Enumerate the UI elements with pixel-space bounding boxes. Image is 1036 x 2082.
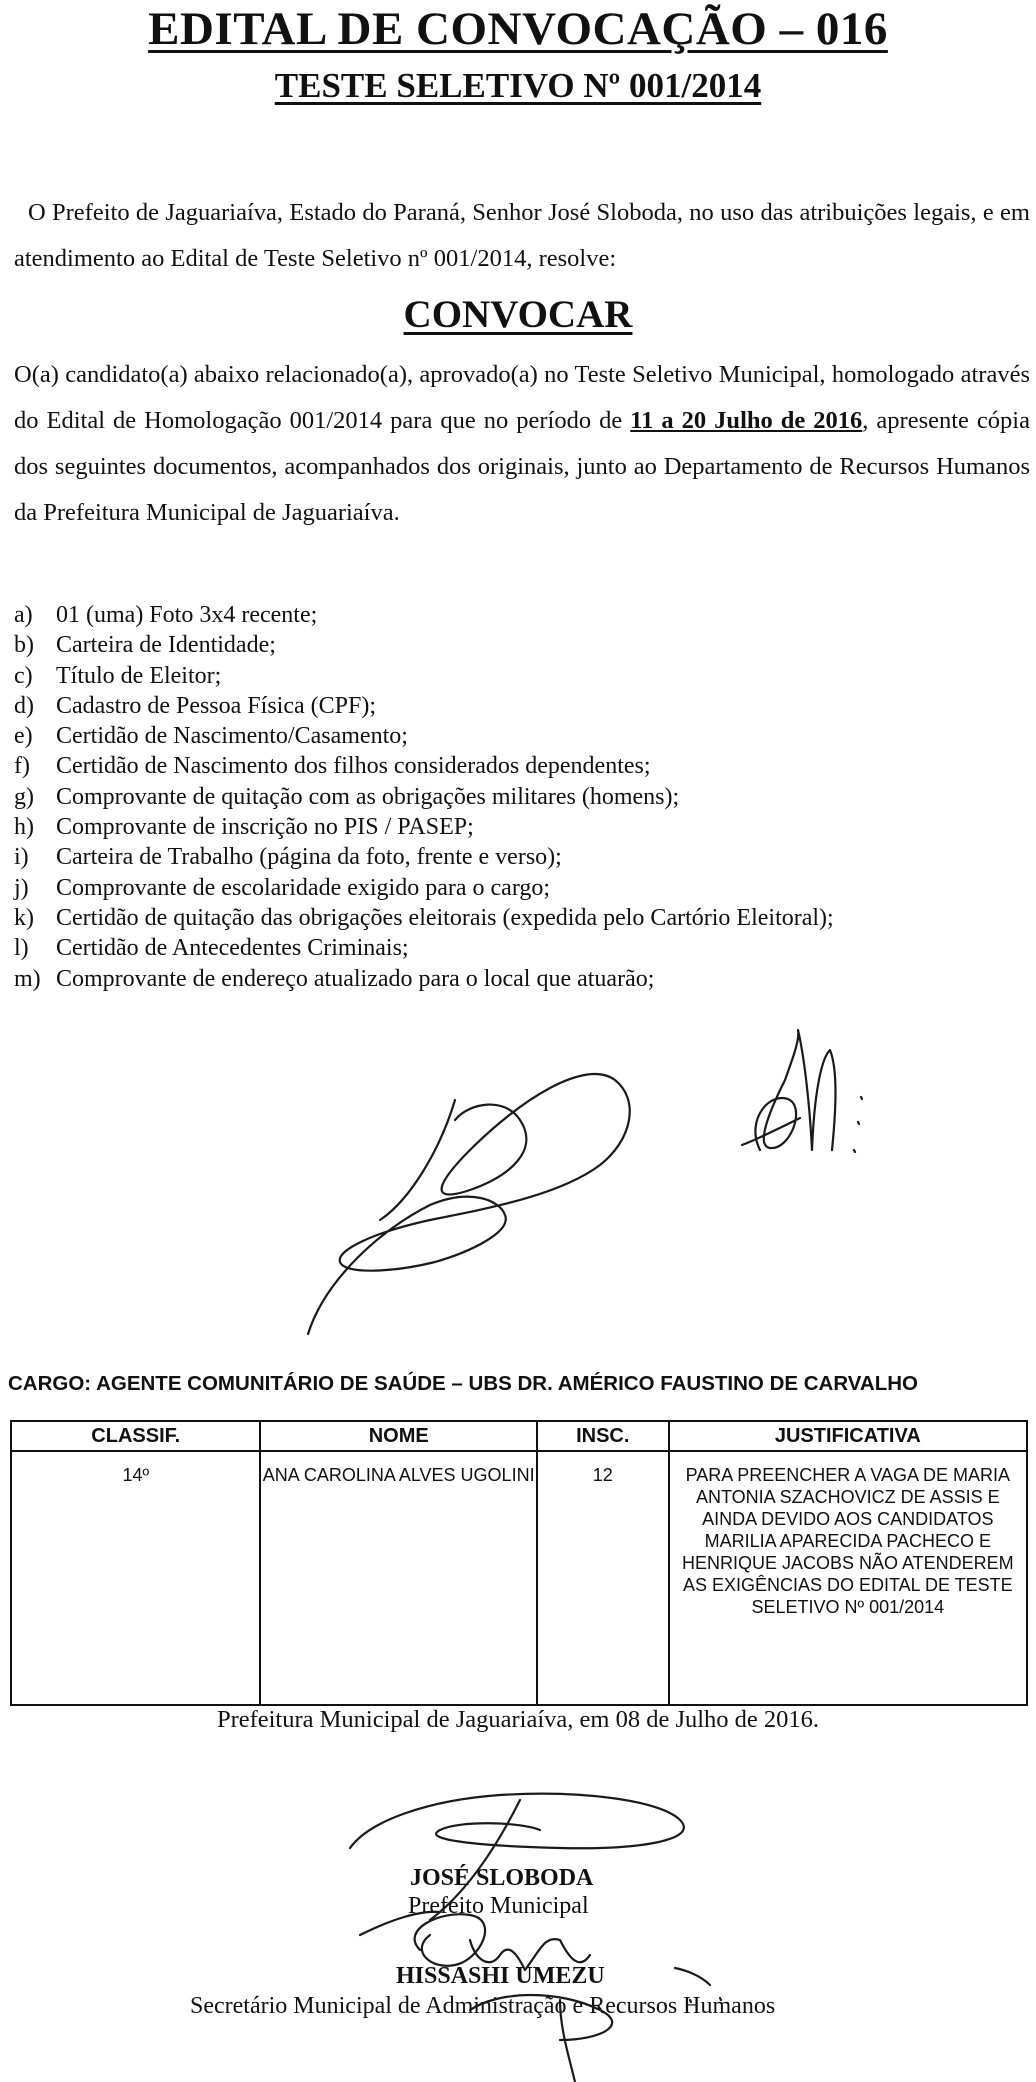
- table-header-row: [11, 1421, 1027, 1451]
- list-letter: l): [14, 935, 29, 962]
- signatory-role-secretary: Secretário Municipal de Administração e Recursos Humanos: [190, 1993, 776, 2019]
- list-item: [14, 812, 1024, 842]
- list-letter: e): [14, 723, 33, 750]
- section-heading: CONVOCAR: [403, 293, 633, 336]
- list-letter: k): [14, 904, 34, 931]
- column-header-insc: INSC.: [537, 1421, 669, 1451]
- signatory-name-mayor: JOSÉ SLOBODA: [410, 1865, 594, 1891]
- list-letter: m): [14, 965, 41, 992]
- list-letter: a): [14, 602, 33, 628]
- cell-classif: 14º: [11, 1451, 260, 1705]
- list-text: Certidão de Nascimento/Casamento;: [56, 723, 408, 750]
- list-item: [14, 782, 1024, 812]
- list-item: [14, 873, 1024, 903]
- place-date: Prefeitura Municipal de Jaguariaíva, em 08 de Julho de 2016.: [216, 1706, 820, 1733]
- list-item: [14, 751, 1024, 781]
- cell-justificativa: PARA PREENCHER A VAGA DE MARIA ANTONIA SZACHOVICZ DE ASSIS E AINDA DEVIDO AOS CANDIDATOS MARILIA APARECIDA PACHECO E HENRIQUE JACOBS NÃO ATENDEREM AS EXIGÊNCIAS DO EDITAL DE TESTE SELETIVO Nº 001/2014: [669, 1451, 1027, 1705]
- documents-list: [14, 600, 1024, 994]
- list-item: [14, 691, 1024, 721]
- list-text: Carteira de Trabalho (página da foto, frente e verso);: [56, 844, 562, 871]
- list-letter: h): [14, 814, 34, 841]
- table-row: [11, 1451, 1027, 1705]
- document-subtitle: TESTE SELETIVO Nº 001/2014: [274, 66, 762, 105]
- cargo-heading: CARGO: AGENTE COMUNITÁRIO DE SAÚDE – UBS DR. AMÉRICO FAUSTINO DE CARVALHO: [8, 1372, 919, 1395]
- signatory-role-mayor: Prefeito Municipal: [408, 1893, 589, 1919]
- candidates-table: [10, 1420, 1028, 1706]
- list-text: Certidão de Nascimento dos filhos considerados dependentes;: [56, 753, 651, 780]
- list-text: Certidão de Antecedentes Criminais;: [56, 935, 409, 962]
- list-text: Comprovante de escolaridade exigido para o cargo;: [56, 874, 551, 901]
- list-item: [14, 842, 1024, 872]
- body-paragraph: [14, 352, 1030, 536]
- signatory-name-secretary: HISSASHI UMEZU: [396, 1963, 605, 1989]
- document-title: EDITAL DE CONVOCAÇÃO – 016: [148, 3, 888, 55]
- list-letter: g): [14, 783, 34, 810]
- list-text: Carteira de Identidade;: [56, 632, 276, 659]
- body-text-after: , apresente cópia dos seguintes documentos, acompanhados dos originais, junto ao Departamento de Recursos Humanos da Prefeitura Municipal de Jaguariaíva.: [14, 407, 1030, 526]
- cell-nome: ANA CAROLINA ALVES UGOLINI: [260, 1451, 536, 1705]
- column-header-nome: NOME: [260, 1421, 536, 1451]
- list-letter: j): [14, 874, 29, 901]
- period-highlight: 11 a 20 Julho de 2016: [630, 407, 863, 434]
- body-text-before: O(a) candidato(a) abaixo relacionado(a), aprovado(a) no Teste Seletivo Municipal, homologado através do Edital de Homologação 001/2014 para que no período de: [14, 361, 1030, 434]
- signature-upper-left: [308, 1074, 630, 1334]
- column-header-classif: CLASSIF.: [11, 1421, 260, 1451]
- list-text: Comprovante de quitação com as obrigações militares (homens);: [56, 783, 680, 810]
- list-text: 01 (uma) Foto 3x4 recente;: [56, 602, 318, 628]
- list-item: [14, 600, 1024, 630]
- list-item: [14, 661, 1024, 691]
- list-item: [14, 630, 1024, 660]
- list-text: Certidão de quitação das obrigações eleitorais (expedida pelo Cartório Eleitoral);: [56, 904, 834, 931]
- list-item: [14, 964, 1024, 994]
- list-text: Título de Eleitor;: [56, 662, 222, 689]
- list-letter: i): [14, 844, 29, 871]
- list-item: [14, 721, 1024, 751]
- column-header-justificativa: JUSTIFICATIVA: [669, 1421, 1027, 1451]
- list-item: [14, 903, 1024, 933]
- list-item: [14, 933, 1024, 963]
- list-letter: b): [14, 632, 34, 659]
- list-letter: d): [14, 692, 34, 719]
- cell-insc: 12: [537, 1451, 669, 1705]
- list-text: Comprovante de inscrição no PIS / PASEP;: [56, 814, 474, 841]
- list-text: Comprovante de endereço atualizado para o local que atuarão;: [56, 965, 655, 992]
- intro-paragraph: O Prefeito de Jaguariaíva, Estado do Paraná, Senhor José Sloboda, no uso das atribuições legais, e em atendimento ao Edital de Teste Seletivo nº 001/2014, resolve:: [14, 199, 1030, 272]
- list-letter: c): [14, 662, 33, 689]
- list-letter: f): [14, 753, 30, 780]
- list-text: Cadastro de Pessoa Física (CPF);: [56, 692, 376, 719]
- signature-upper-right: [742, 1030, 836, 1150]
